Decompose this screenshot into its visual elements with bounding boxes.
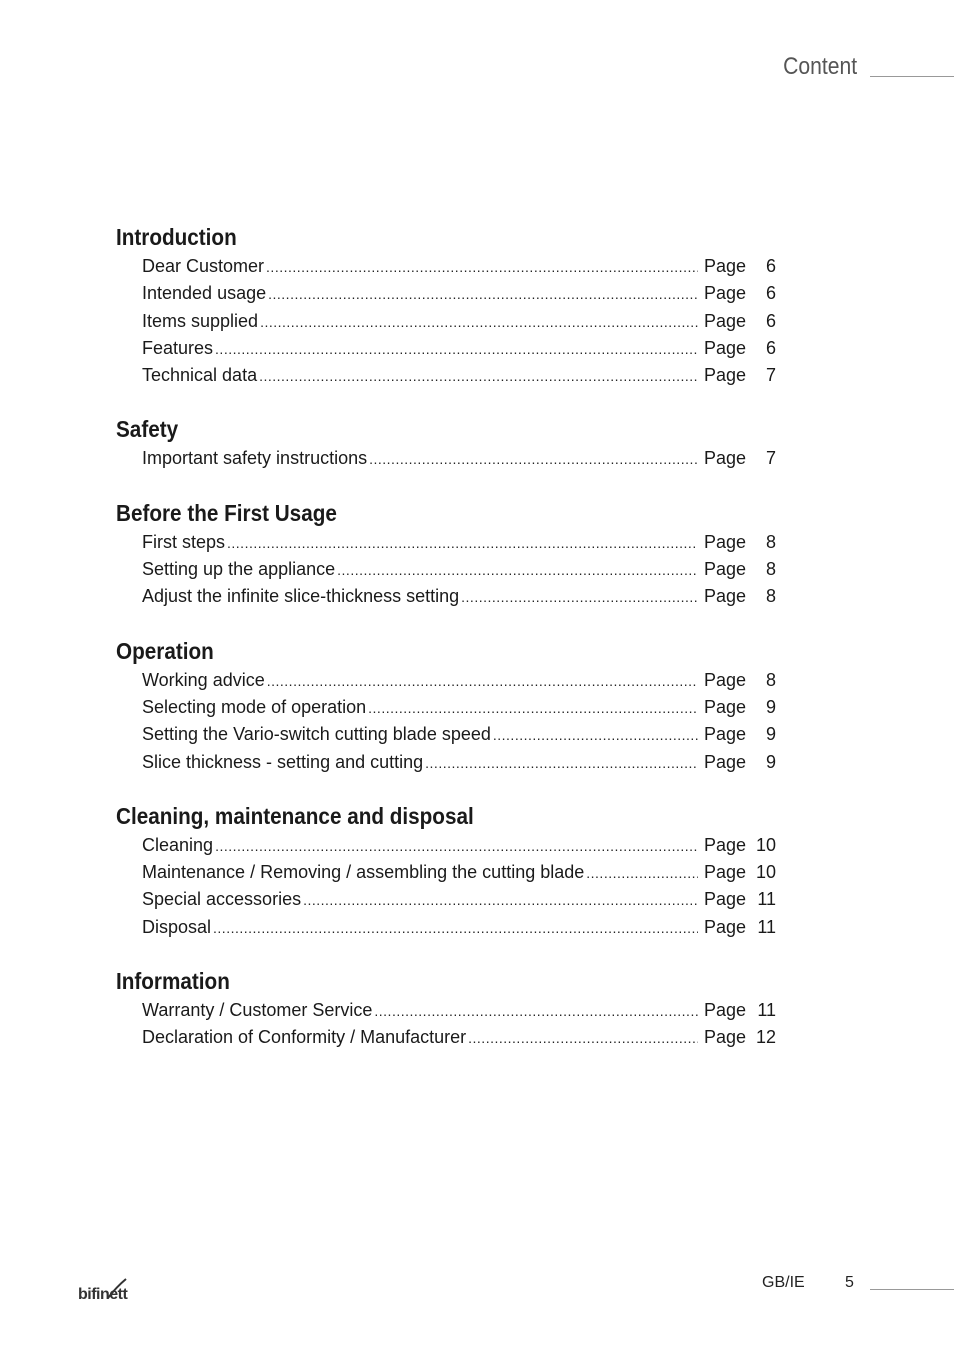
toc-entry[interactable] — [142, 835, 776, 862]
toc-entry-page-word: Page — [704, 862, 747, 883]
toc-entry-page-word: Page — [704, 724, 747, 745]
toc-entry[interactable] — [142, 283, 776, 310]
toc-entry-page-number: 9 — [765, 724, 776, 745]
toc-entry-label: Warranty / Customer Service — [142, 1000, 373, 1021]
toc-entry-page-word: Page — [704, 889, 747, 910]
toc-entry-page-word: Page — [704, 1027, 747, 1048]
dot-leader — [213, 920, 698, 936]
toc-entry-page-number: 8 — [765, 559, 776, 580]
toc-entry[interactable] — [142, 917, 776, 944]
dot-leader — [266, 259, 698, 275]
toc-entry[interactable] — [142, 559, 776, 586]
dot-leader — [267, 673, 698, 689]
toc-entry-page-number: 8 — [765, 531, 776, 552]
toc-entry-page-number: 6 — [765, 310, 776, 331]
dot-leader — [260, 314, 698, 330]
brand-logo — [78, 1278, 138, 1308]
toc-entry-page-word: Page — [704, 256, 747, 276]
toc-entry-page-number: 8 — [765, 669, 776, 690]
dot-leader — [425, 755, 698, 771]
toc-entry-page-number: 6 — [765, 256, 776, 276]
toc-entry-page-number: 9 — [765, 751, 776, 772]
dot-leader — [493, 727, 698, 743]
toc-entry-page-number: 7 — [765, 365, 776, 386]
toc-entry-label: Special accessories — [142, 889, 302, 910]
toc-entry-page-number: 10 — [755, 862, 776, 883]
toc-entry-page-word: Page — [704, 559, 747, 580]
dot-leader — [369, 451, 698, 467]
toc-entry[interactable] — [142, 365, 776, 392]
toc-entry-page-word: Page — [704, 337, 747, 358]
toc-entry[interactable] — [142, 256, 776, 283]
dot-leader — [586, 865, 698, 881]
toc-entry-page-word: Page — [704, 283, 747, 304]
logo-swoosh-icon — [104, 1278, 130, 1300]
toc-entry-label: Important safety instructions — [142, 448, 368, 469]
toc-entry[interactable] — [142, 1027, 776, 1054]
toc-entry[interactable] — [142, 338, 776, 365]
toc-entry-label: Disposal — [142, 916, 212, 937]
toc-entry-label: Dear Customer — [142, 256, 265, 276]
section-heading: Cleaning, maintenance and disposal — [116, 802, 474, 829]
toc-entry-page-number: 11 — [757, 1000, 776, 1021]
footer-page-number: 5 — [845, 1274, 854, 1291]
toc-entry[interactable] — [142, 889, 776, 916]
section-heading: Before the First Usage — [116, 499, 337, 526]
section-heading: Information — [116, 968, 230, 995]
toc-section — [116, 966, 776, 1055]
dot-leader — [259, 368, 698, 384]
toc-entry-page-number: 7 — [765, 448, 776, 469]
toc-entry-page-number: 6 — [765, 337, 776, 358]
dot-leader — [268, 286, 698, 302]
toc-entry-page-word: Page — [704, 696, 747, 717]
toc-entry-page-word: Page — [704, 751, 747, 772]
toc-entry-page-word: Page — [704, 310, 747, 331]
dot-leader — [468, 1030, 698, 1046]
toc-entry-page-word: Page — [704, 669, 747, 690]
logo-text: bifinett — [78, 1286, 128, 1303]
footer-rule — [870, 1289, 954, 1290]
toc-entry[interactable] — [142, 724, 776, 751]
toc-entry-label: Features — [142, 337, 214, 358]
page-title: Content — [783, 53, 857, 80]
toc-entry-page-number: 9 — [765, 696, 776, 717]
toc-entry-page-word: Page — [704, 586, 747, 607]
dot-leader — [227, 535, 698, 551]
toc-entry-label: Items supplied — [142, 310, 259, 331]
toc-entry-page-number: 8 — [765, 586, 776, 607]
header-rule — [870, 76, 954, 77]
toc-entry[interactable] — [142, 1000, 776, 1027]
section-heading: Safety — [116, 416, 179, 443]
toc-section — [116, 414, 776, 475]
toc-entry-page-number: 10 — [755, 834, 776, 855]
section-heading: Introduction — [116, 224, 237, 250]
toc-entry[interactable] — [142, 311, 776, 338]
toc-entry-label: Setting the Vario-switch cutting blade speed — [142, 724, 491, 745]
toc-entry-page-number: 11 — [757, 916, 776, 937]
toc-entry-label: Setting up the appliance — [142, 559, 336, 580]
toc-section — [116, 498, 776, 614]
toc-entry-label: Maintenance / Removing / assembling the cutting blade — [142, 862, 585, 883]
toc-entry-label: Adjust the infinite slice-thickness setting — [142, 586, 460, 607]
toc-entry-label: Declaration of Conformity / Manufacturer — [142, 1027, 467, 1048]
toc-entry[interactable] — [142, 752, 776, 779]
toc-entry-label: Working advice — [142, 669, 265, 690]
table-of-contents — [116, 222, 776, 1077]
toc-entry-page-word: Page — [704, 834, 747, 855]
toc-section — [116, 801, 776, 944]
dot-leader — [215, 341, 698, 357]
dot-leader — [374, 1003, 698, 1019]
toc-entry-label: Selecting mode of operation — [142, 696, 367, 717]
toc-section — [116, 222, 776, 392]
toc-entry-page-number: 12 — [755, 1027, 776, 1048]
toc-entry[interactable] — [142, 448, 776, 475]
dot-leader — [368, 700, 698, 716]
toc-entry-label: Technical data — [142, 365, 258, 386]
toc-entry[interactable] — [142, 532, 776, 559]
toc-entry-label: First steps — [142, 531, 226, 552]
toc-entry-page-number: 6 — [765, 283, 776, 304]
toc-entry-page-word: Page — [704, 1000, 747, 1021]
footer-region-label: GB/IE — [762, 1274, 805, 1291]
toc-entry-page-word: Page — [704, 916, 747, 937]
dot-leader — [215, 838, 698, 854]
toc-entry[interactable] — [142, 670, 776, 697]
toc-entry-label: Cleaning — [142, 834, 214, 855]
dot-leader — [303, 892, 698, 908]
dot-leader — [461, 589, 698, 605]
toc-entry[interactable] — [142, 697, 776, 724]
toc-entry-page-word: Page — [704, 448, 747, 469]
toc-section — [116, 636, 776, 779]
toc-entry[interactable] — [142, 862, 776, 889]
toc-entry-page-number: 11 — [757, 889, 776, 910]
toc-entry-label: Intended usage — [142, 283, 267, 304]
toc-entry-page-word: Page — [704, 365, 747, 386]
section-heading: Operation — [116, 637, 214, 664]
toc-entry[interactable] — [142, 586, 776, 613]
dot-leader — [337, 562, 698, 578]
toc-entry-label: Slice thickness - setting and cutting — [142, 751, 424, 772]
toc-entry-page-word: Page — [704, 531, 747, 552]
